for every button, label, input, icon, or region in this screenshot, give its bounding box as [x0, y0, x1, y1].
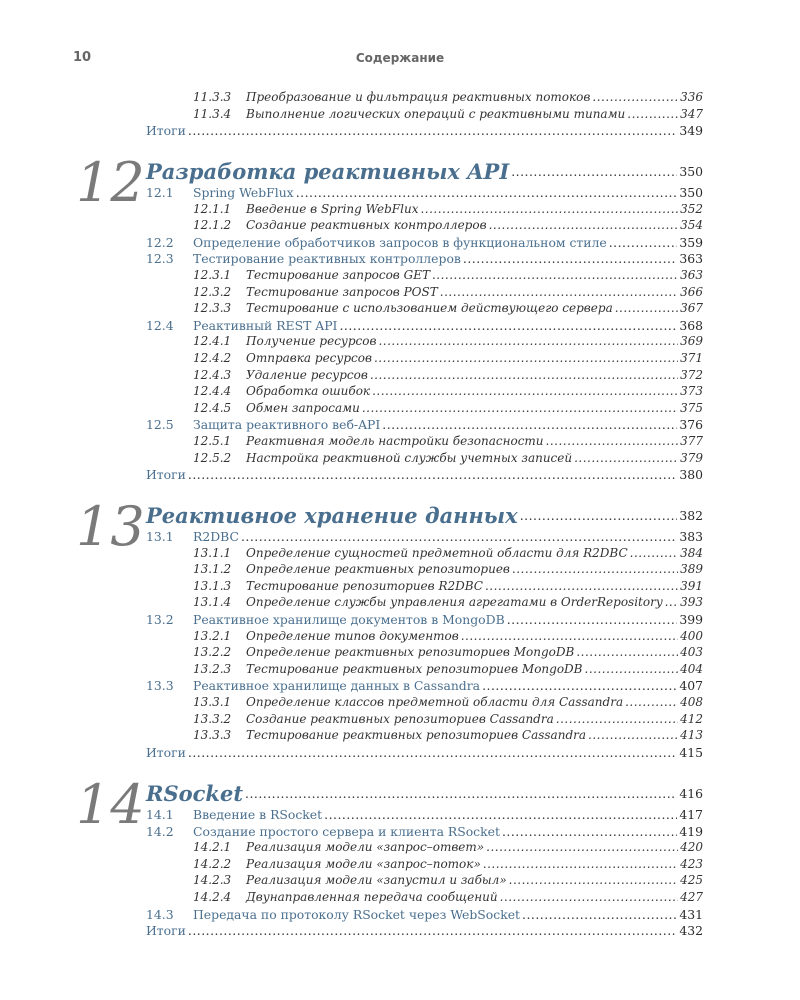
- dot-leader: [362, 400, 678, 417]
- entry-page: 373: [680, 384, 703, 399]
- entry-number: 12.3.2: [193, 284, 232, 299]
- dot-leader: [585, 661, 679, 678]
- toc-entry-sub[interactable]: [193, 644, 703, 661]
- entry-title: Реактивное хранилище документов в MongoDB: [193, 612, 505, 627]
- entry-title: Определение реактивных репозиториев MongoDB: [246, 645, 575, 660]
- entry-page: 377: [680, 434, 703, 448]
- dot-leader: [592, 89, 678, 106]
- entry-number: 12.3.3: [193, 301, 232, 316]
- entry-number: 13.1: [146, 529, 174, 544]
- entry-page: 391: [680, 578, 703, 593]
- entry-number: 12.5: [146, 417, 174, 433]
- entry-page: 367: [680, 301, 703, 316]
- dot-leader: [461, 628, 678, 645]
- entry-number: 12.5.2: [193, 450, 232, 465]
- toc-entry-sub[interactable]: [193, 628, 703, 645]
- entry-title: Тестирование реактивных репозиториев Cassandra: [246, 728, 587, 743]
- entry-page: 371: [680, 351, 703, 365]
- entry-number: 14.3: [146, 906, 174, 922]
- entry-page: 368: [679, 317, 703, 333]
- dot-leader: [576, 644, 678, 661]
- entry-number: 13.2.2: [193, 645, 232, 660]
- entry-page: 352: [680, 201, 703, 216]
- entry-number: 14.2: [146, 823, 174, 839]
- dot-leader: [382, 416, 677, 433]
- entry-number: 12.4.4: [193, 384, 232, 399]
- entry-page: 354: [680, 218, 703, 233]
- entry-title: Удаление ресурсов: [246, 367, 368, 382]
- dot-leader: [502, 823, 677, 840]
- dot-leader: [339, 317, 677, 334]
- toc-entry-sub[interactable]: [193, 727, 703, 744]
- dot-leader: [509, 872, 678, 889]
- toc-entry-sub[interactable]: [193, 89, 703, 106]
- dot-leader: [188, 922, 677, 939]
- entry-number: 12.4.2: [193, 351, 232, 365]
- entry-title: Передача по протоколу RSocket через WebSocket: [193, 906, 521, 922]
- entry-page: 384: [680, 545, 703, 560]
- dot-leader: [370, 367, 678, 384]
- entry-number: 13.3.2: [193, 711, 232, 726]
- entry-number: 13.2.1: [193, 628, 232, 643]
- entry-title: Итоги: [146, 744, 186, 760]
- entry-number: 13.1.3: [193, 578, 232, 593]
- entry-number: 13.3: [146, 678, 174, 694]
- chapter-title: Реактивное хранение данных: [146, 503, 518, 528]
- toc-entry-sec[interactable]: [146, 611, 703, 628]
- dot-leader: [374, 350, 678, 367]
- toc-entry-sub[interactable]: [193, 711, 703, 728]
- chapter-page: 416: [679, 786, 703, 801]
- toc-entry-summary[interactable]: [146, 122, 703, 139]
- entry-title: Введение в Spring WebFlux: [246, 201, 419, 216]
- entry-title: Реализация модели «запрос–поток»: [246, 856, 481, 871]
- entry-title: Итоги: [146, 923, 186, 939]
- entry-page: 432: [679, 923, 703, 939]
- entry-number: 12.1.1: [193, 201, 232, 216]
- entry-number: 14.2.3: [193, 873, 232, 888]
- entry-title: Преобразование и фильтрация реактивных потоков: [246, 90, 591, 104]
- toc-entry-summary[interactable]: [146, 744, 703, 761]
- toc-entry-sub[interactable]: [193, 400, 703, 417]
- dot-leader: [520, 504, 678, 528]
- dot-leader: [556, 711, 678, 728]
- chapter-title: Разработка реактивных API: [146, 159, 510, 184]
- entry-page: 431: [679, 906, 703, 922]
- toc-entry-sub[interactable]: [193, 889, 703, 906]
- entry-title: Реактивный REST API: [193, 317, 338, 333]
- entry-number: 12.3.1: [193, 268, 232, 282]
- toc-entry-sub[interactable]: [193, 694, 703, 711]
- chapter-number: 14: [76, 773, 145, 836]
- dot-leader: [188, 466, 677, 483]
- toc-entry-sub[interactable]: [193, 367, 703, 384]
- toc-entry-sec[interactable]: [146, 528, 703, 545]
- dot-leader: [463, 250, 677, 267]
- dot-leader: [546, 433, 679, 450]
- entry-title: Создание реактивных репозиториев Cassandra: [246, 711, 554, 726]
- toc-entry-sec[interactable]: [146, 806, 703, 823]
- entry-number: 14.2.4: [193, 890, 232, 904]
- entry-number: 12.1: [146, 185, 174, 200]
- entry-page: 369: [680, 334, 703, 349]
- entry-title: Обработка ошибок: [246, 384, 371, 399]
- entry-page: 347: [680, 106, 703, 121]
- entry-page: 419: [679, 823, 703, 839]
- toc-entry-sub[interactable]: [193, 450, 703, 467]
- entry-number: 12.4: [146, 317, 174, 333]
- dot-leader: [245, 782, 677, 806]
- toc-entry-sec[interactable]: [146, 317, 703, 334]
- entry-number: 12.4.3: [193, 367, 232, 382]
- entry-title: Тестирование реактивных контроллеров: [193, 251, 461, 267]
- entry-title: R2DBC: [193, 529, 239, 544]
- dot-leader: [665, 594, 678, 611]
- dot-leader: [440, 284, 678, 301]
- toc-entry-summary[interactable]: [146, 922, 703, 939]
- dot-leader: [500, 889, 679, 906]
- entry-page: 363: [680, 268, 703, 282]
- entry-number: 12.4.5: [193, 400, 232, 415]
- entry-number: 13.1.4: [193, 595, 232, 610]
- entry-page: 366: [680, 284, 703, 299]
- dot-leader: [188, 122, 677, 139]
- entry-page: 375: [680, 400, 703, 415]
- entry-page: 417: [679, 807, 703, 822]
- dot-leader: [188, 744, 677, 761]
- entry-number: 13.2.3: [193, 661, 232, 676]
- toc-entry-sec[interactable]: [146, 677, 703, 694]
- dot-leader: [324, 806, 677, 823]
- entry-title: Spring WebFlux: [193, 185, 294, 200]
- entry-title: Введение в RSocket: [193, 807, 323, 822]
- toc-entry-sub[interactable]: [193, 578, 703, 595]
- dot-leader: [378, 333, 678, 350]
- entry-title: Определение классов предметной области для Cassandra: [246, 695, 624, 709]
- entry-number: 12.4.1: [193, 334, 232, 349]
- entry-title: Создание реактивных контроллеров: [246, 218, 487, 233]
- dot-leader: [486, 839, 678, 856]
- entry-title: Определение типов документов: [246, 628, 459, 643]
- entry-title: Тестирование репозиториев R2DBC: [246, 578, 483, 593]
- entry-page: 404: [680, 661, 703, 676]
- toc-entry-sub[interactable]: [193, 433, 703, 450]
- chapter-number: 13: [76, 495, 145, 558]
- entry-page: 407: [679, 678, 703, 694]
- entry-page: 408: [680, 695, 703, 709]
- entry-title: Реализация модели «запустил и забыл»: [246, 873, 507, 888]
- entry-title: Определение реактивных репозиториев: [246, 562, 510, 577]
- entry-title: Реализация модели «запрос–ответ»: [246, 840, 485, 855]
- toc-entry-sec[interactable]: [146, 234, 703, 251]
- entry-page: 427: [680, 890, 703, 904]
- dot-leader: [588, 727, 678, 744]
- toc-entry-sub[interactable]: [193, 872, 703, 889]
- entry-page: 413: [680, 728, 703, 743]
- entry-page: 359: [679, 234, 703, 250]
- entry-page: 349: [679, 123, 703, 139]
- entry-title: Тестирование с использованием действующего сервера: [246, 301, 613, 316]
- entry-number: 14.1: [146, 807, 174, 822]
- dot-leader: [432, 267, 678, 284]
- entry-number: 13.3.1: [193, 695, 232, 709]
- dot-leader: [420, 201, 678, 218]
- toc-entry-sub[interactable]: [193, 839, 703, 856]
- entry-title: Создание простого сервера и клиента RSocket: [193, 823, 500, 839]
- entry-title: Получение ресурсов: [246, 334, 377, 349]
- entry-number: 11.3.4: [193, 106, 232, 121]
- chapter-heading[interactable]: [146, 504, 703, 528]
- toc-entry-sub[interactable]: [193, 661, 703, 678]
- toc-entry-sub[interactable]: [193, 201, 703, 218]
- toc-entry-sub[interactable]: [193, 594, 703, 611]
- entry-page: 372: [680, 367, 703, 382]
- entry-number: 13.3.3: [193, 728, 232, 743]
- entry-number: 12.5.1: [193, 434, 232, 448]
- entry-title: Тестирование запросов GET: [246, 268, 430, 282]
- dot-leader: [372, 383, 678, 400]
- entry-page: 412: [680, 711, 703, 726]
- entry-number: 13.1.1: [193, 545, 232, 560]
- entry-page: 379: [680, 450, 703, 465]
- entry-page: 420: [680, 840, 703, 855]
- entry-title: Тестирование запросов POST: [246, 284, 438, 299]
- chapter-page: 382: [679, 508, 703, 523]
- toc-entry-sub[interactable]: [193, 545, 703, 562]
- entry-title: Тестирование реактивных репозиториев MongoDB: [246, 661, 583, 676]
- entry-page: 403: [680, 645, 703, 660]
- dot-leader: [241, 528, 677, 545]
- dot-leader: [296, 184, 678, 201]
- entry-page: 399: [679, 612, 703, 627]
- entry-title: Определение сущностей предметной области для R2DBC: [246, 545, 628, 560]
- entry-title: Итоги: [146, 467, 186, 483]
- entry-page: 350: [679, 185, 703, 200]
- toc-entry-sec[interactable]: [146, 906, 703, 923]
- entry-number: 12.1.2: [193, 218, 232, 233]
- entry-number: 13.1.2: [193, 562, 232, 577]
- page-number: 10: [73, 50, 92, 65]
- entry-title: Реактивное хранилище данных в Cassandra: [193, 678, 481, 694]
- entry-number: 13.2: [146, 612, 174, 627]
- entry-page: 383: [679, 529, 703, 544]
- dot-leader: [630, 545, 678, 562]
- entry-page: 336: [680, 90, 703, 104]
- dot-leader: [511, 160, 677, 184]
- chapter-page: 350: [679, 164, 703, 179]
- toc-entry-sub[interactable]: [193, 284, 703, 301]
- dot-leader: [507, 611, 678, 628]
- entry-title: Реактивная модель настройки безопасности: [246, 434, 544, 448]
- dot-leader: [627, 106, 678, 123]
- entry-title: Определение службы управления агрегатами в OrderRepository: [246, 595, 663, 610]
- toc-entry-sub[interactable]: [193, 267, 703, 284]
- chapter-heading[interactable]: [146, 160, 703, 184]
- toc-entry-sub[interactable]: [193, 383, 703, 400]
- toc-entry-sub[interactable]: [193, 350, 703, 367]
- entry-number: 12.3: [146, 251, 174, 267]
- dot-leader: [489, 217, 679, 234]
- entry-title: Итоги: [146, 123, 186, 139]
- toc-entry-sec[interactable]: [146, 823, 703, 840]
- toc-entry-sub[interactable]: [193, 856, 703, 873]
- chapter-title: RSocket: [146, 781, 244, 806]
- entry-page: 400: [680, 628, 703, 643]
- entry-number: 11.3.3: [193, 90, 232, 104]
- entry-page: 363: [679, 251, 703, 267]
- dot-leader: [615, 300, 678, 317]
- toc-entry-sub[interactable]: [193, 300, 703, 317]
- toc-entry-sub[interactable]: [193, 561, 703, 578]
- dot-leader: [512, 561, 678, 578]
- dot-leader: [482, 677, 677, 694]
- entry-page: 393: [680, 595, 703, 610]
- toc-entry-sec[interactable]: [146, 184, 703, 201]
- entry-page: 425: [680, 873, 703, 888]
- entry-page: 389: [680, 562, 703, 577]
- entry-title: Обмен запросами: [246, 400, 360, 415]
- entry-title: Двунаправленная передача сообщений: [246, 890, 498, 904]
- toc-entry-sec[interactable]: [146, 416, 703, 433]
- entry-title: Определение обработчиков запросов в функциональном стиле: [193, 234, 607, 250]
- entry-number: 12.2: [146, 234, 174, 250]
- entry-page: 380: [679, 467, 703, 483]
- toc-entry-sub[interactable]: [193, 217, 703, 234]
- toc-entry-summary[interactable]: [146, 466, 703, 483]
- entry-number: 14.2.2: [193, 856, 232, 871]
- dot-leader: [609, 234, 678, 251]
- entry-title: Выполнение логических операций с реактивными типами: [246, 106, 626, 121]
- dot-leader: [485, 578, 678, 595]
- entry-title: Защита реактивного веб-API: [193, 417, 381, 433]
- entry-title: Настройка реактивной службы учетных записей: [246, 450, 573, 465]
- chapter-heading[interactable]: [146, 782, 703, 806]
- toc-entry-sec[interactable]: [146, 250, 703, 267]
- running-header: Содержание: [355, 51, 445, 65]
- entry-number: 14.2.1: [193, 840, 232, 855]
- dot-leader: [522, 906, 677, 923]
- dot-leader: [625, 694, 678, 711]
- dot-leader: [483, 856, 678, 873]
- dot-leader: [574, 450, 678, 467]
- entry-page: 423: [680, 856, 703, 871]
- entry-page: 376: [679, 417, 703, 433]
- entry-title: Отправка ресурсов: [246, 351, 372, 365]
- entry-page: 415: [679, 744, 703, 760]
- toc-entry-sub[interactable]: [193, 106, 703, 123]
- toc-entry-sub[interactable]: [193, 333, 703, 350]
- chapter-number: 12: [76, 151, 145, 214]
